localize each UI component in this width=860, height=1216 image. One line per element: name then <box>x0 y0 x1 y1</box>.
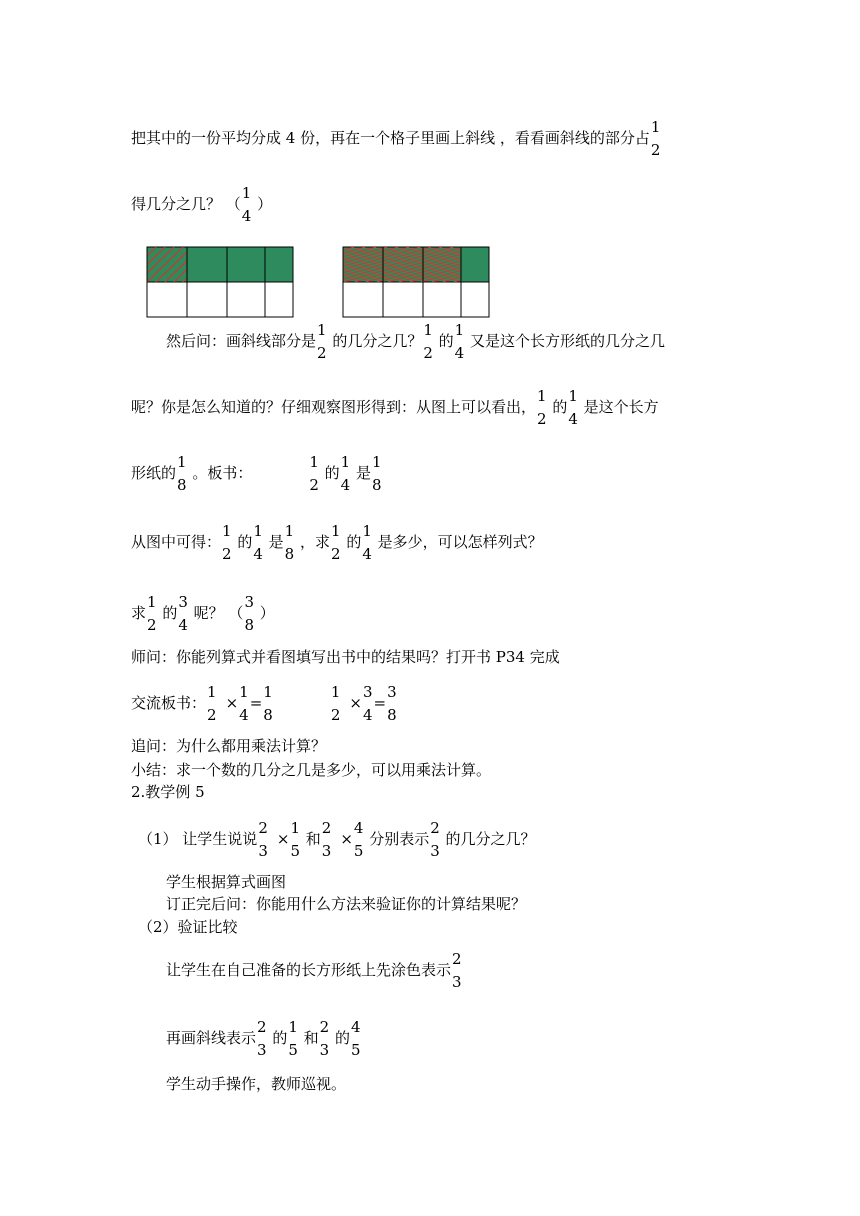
fraction: 2 3 <box>321 819 332 860</box>
paragraph-line-8: 师问：你能列算式并看图填写出书中的结果吗？打开书 P34 完成 <box>131 648 560 666</box>
paragraph-line-2: 得几分之几？ （ 1 4 ） <box>131 184 273 225</box>
fraction: 1 5 <box>290 819 300 860</box>
fraction: 1 4 <box>362 522 372 563</box>
fraction: 1 4 <box>340 453 351 494</box>
times-icon: × <box>340 830 353 848</box>
fraction: 3 4 <box>362 683 373 724</box>
paragraph-line-1: 把其中的一份平均分成 4 份，再在一个格子里画上斜线 ，看看画斜线的部分占 1 2 <box>131 118 661 159</box>
fraction: 1 5 <box>288 1018 298 1059</box>
paragraph-line-10: 追问：为什么都用乘法计算？ <box>131 737 327 755</box>
fraction: 2 3 <box>452 950 462 991</box>
fraction: 1 8 <box>263 683 273 724</box>
fraction: 1 8 <box>372 453 382 494</box>
empty-cell <box>187 282 227 317</box>
fraction: 2 3 <box>319 1018 330 1059</box>
empty-cell <box>227 282 265 317</box>
empty-cell <box>265 282 293 317</box>
paragraph-line-17: 让学生在自己准备的长方形纸上先涂色表示 2 3 <box>166 950 462 991</box>
paragraph-line-19: 学生动手操作，教师巡视。 <box>166 1075 347 1093</box>
fraction: 4 5 <box>353 819 364 860</box>
paragraph-line-14: 学生根据算式画图 <box>166 873 287 891</box>
section-heading-verify: （2）验证比较 <box>138 918 238 936</box>
paragraph-line-18: 再画斜线表示 2 3 的 1 5 和 2 3 的 4 5 <box>166 1018 361 1059</box>
fraction-answer: 1 4 <box>241 184 252 225</box>
shaded-cell <box>461 247 489 282</box>
fraction: 1 8 <box>177 453 187 494</box>
fraction: 2 3 <box>257 1018 267 1059</box>
fraction: 1 2 <box>222 522 232 563</box>
fraction: 1 2 <box>207 683 217 724</box>
paragraph-line-3: 然后问：画斜线部分是 1 2 的几分之几？ 1 2 的 1 4 又是这个长方形纸的几分之几 <box>166 321 665 362</box>
fraction: 1 2 <box>330 683 341 724</box>
section-heading-example-5: 2.教学例 5 <box>131 783 205 801</box>
fraction: 2 3 <box>258 819 268 860</box>
empty-cell <box>423 282 461 317</box>
paragraph-line-15: 订正完后问：你能用什么方法来验证你的计算结果呢？ <box>166 895 527 913</box>
shaded-cell <box>187 247 227 282</box>
times-icon: × <box>276 830 290 848</box>
empty-cell <box>343 282 383 317</box>
fraction: 1 4 <box>454 321 465 362</box>
fraction: 4 5 <box>351 1018 361 1059</box>
fraction-one-half: 1 2 <box>650 118 661 159</box>
fraction-diagram-three-eighths <box>342 246 490 318</box>
shaded-cell <box>265 247 293 282</box>
paragraph-line-6: 从图中可得： 1 2 的 1 4 是 1 8 ，求 1 2 的 1 4 是多少，可以怎样列式？ <box>131 522 543 563</box>
fraction: 1 4 <box>239 683 249 724</box>
fraction: 1 2 <box>147 593 157 634</box>
fraction: 1 2 <box>317 321 327 362</box>
times-icon: × <box>225 694 239 712</box>
fraction-diagram-one-eighth <box>146 246 294 318</box>
fraction: 2 3 <box>430 819 440 860</box>
paragraph-line-13: （1） 让学生说说 2 3 × 1 5 和 2 3 × 4 5 分别表示 2 3 的几分之几？ <box>138 819 536 860</box>
paragraph-line-11: 小结：求一个数的几分之几是多少，可以用乘法计算。 <box>131 761 492 779</box>
fraction: 1 2 <box>423 321 433 362</box>
empty-cell <box>461 282 489 317</box>
shaded-cell <box>227 247 265 282</box>
fraction-answer: 3 8 <box>244 593 254 634</box>
empty-cell <box>147 282 187 317</box>
paragraph-line-7: 求 1 2 的 3 4 呢？ （ 3 8 ） <box>131 593 275 634</box>
equation-line: 交流板书： 1 2 × 1 4 = 1 8 1 2 × 3 4 = 3 8 <box>131 683 397 724</box>
empty-cell <box>383 282 423 317</box>
fraction: 1 2 <box>537 387 547 428</box>
fraction: 1 2 <box>309 453 319 494</box>
fraction: 1 4 <box>568 387 578 428</box>
fraction: 3 4 <box>178 593 188 634</box>
fraction: 1 2 <box>331 522 341 563</box>
paragraph-line-5: 形纸的 1 8 。板书： 1 2 的 1 4 是 1 8 <box>131 453 382 494</box>
fraction: 1 8 <box>284 522 295 563</box>
fraction: 1 4 <box>253 522 263 563</box>
fraction: 3 8 <box>387 683 397 724</box>
paragraph-line-4: 呢？你是怎么知道的？仔细观察图形得到：从图上可以看出， 1 2 的 1 4 是这个长方 <box>131 387 659 428</box>
times-icon: × <box>349 694 362 712</box>
